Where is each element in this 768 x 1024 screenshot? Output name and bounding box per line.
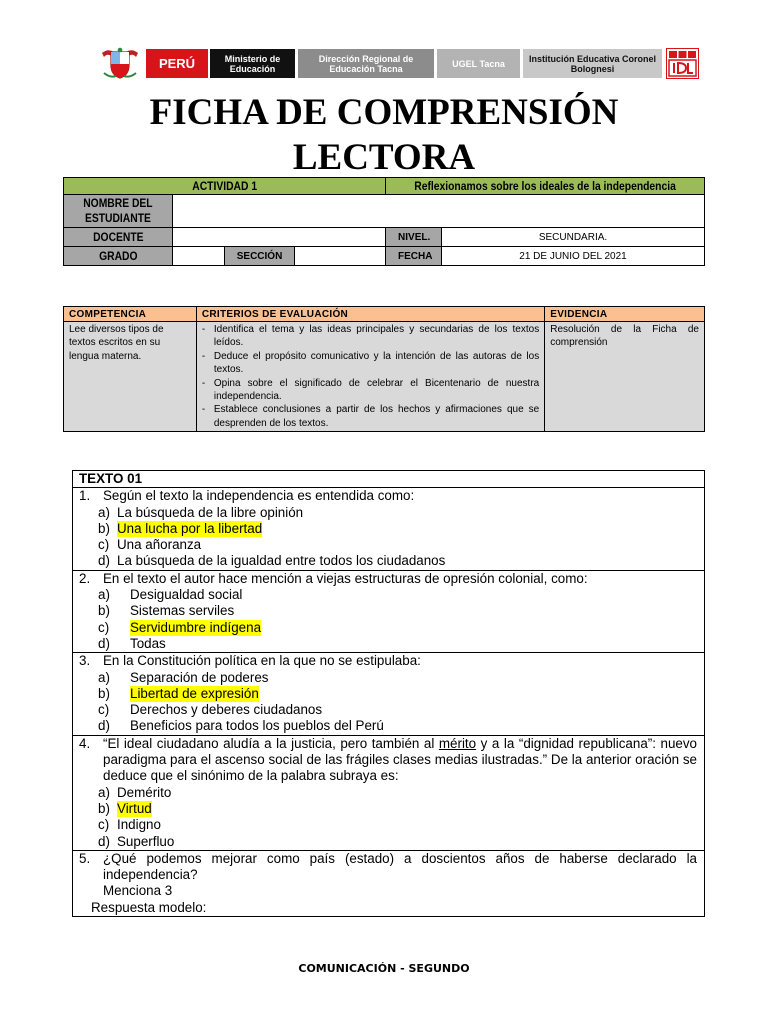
nivel-value: SECUNDARIA. (442, 228, 705, 247)
mention-text: Menciona 3 (103, 883, 173, 899)
page-footer: COMUNICACIÓN - SEGUNDO (298, 962, 470, 975)
page-title (0, 90, 768, 180)
option-a[interactable]: a) Demérito (98, 784, 172, 800)
grado-field[interactable] (172, 247, 224, 266)
competencia-text: Lee diversos tipos de textos escritos en su lengua materna. (64, 322, 197, 432)
actividad-title-cell (386, 178, 705, 195)
question-2 (73, 570, 705, 652)
title-line-1: FICHA DE COMPRENSIÓN (149, 92, 619, 133)
answer-label: Respuesta modelo: (91, 899, 207, 915)
actividad-title: Reflexionamos sobre los ideales de la independencia (414, 179, 676, 193)
seccion-field[interactable] (295, 247, 386, 266)
competencia-header: COMPETENCIA (64, 307, 197, 322)
option-d[interactable]: d) Beneficios para todos los pueblos del Perú (98, 718, 384, 734)
criterios-list (202, 323, 539, 430)
option-a[interactable]: a) Separación de poderes (98, 669, 269, 685)
actividad-cell (64, 178, 386, 195)
seccion-label: SECCIÓN (224, 247, 295, 266)
nombre-field[interactable] (172, 195, 704, 228)
option-c[interactable]: c) Una añoranza (98, 537, 202, 553)
option-d[interactable]: d) La búsqueda de la igualdad entre todos los ciudadanos (98, 553, 446, 569)
option-a[interactable]: a) La búsqueda de la libre opinión (98, 504, 304, 520)
texto-title: TEXTO 01 (73, 471, 705, 488)
peru-coat-of-arms-icon (98, 47, 142, 80)
docente-label: DOCENTE (92, 230, 144, 244)
institucion-label: Institución Educativa Coronel Bolognesi (523, 49, 662, 78)
option-c[interactable]: c) Indigno (98, 817, 161, 833)
question-5 (73, 850, 705, 916)
option-c[interactable]: c) Derechos y deberes ciudadanos (98, 702, 323, 718)
peru-label: PERÚ (146, 49, 208, 78)
question-1 (73, 488, 705, 570)
docente-field[interactable] (172, 228, 385, 247)
fecha-value: 21 DE JUNIO DEL 2021 (442, 247, 705, 266)
question-text: En el texto el autor hace mención a viejas estructuras de opresión colonial, como: (103, 570, 588, 586)
underlined-word: mérito (438, 735, 477, 751)
criterio-item: - Opina sobre el significado de celebrar el Bicentenario de nuestra independencia. (201, 377, 540, 403)
dre-label: Dirección Regional de Educación Tacna (298, 49, 434, 78)
criterios-header: CRITERIOS DE EVALUACIÓN (196, 307, 544, 322)
option-b[interactable]: b) Sistemas serviles (98, 603, 235, 619)
institution-logo-icon (666, 48, 699, 79)
ugel-label: UGEL Tacna (437, 49, 520, 78)
criterio-item: - Identifica el tema y las ideas principales y secundarias de los textos leídos. (201, 324, 540, 349)
criterio-item: - Establece conclusiones a partir de los hechos y afirmaciones que se desprenden de los textos. (201, 404, 540, 429)
nombre-label-cell (64, 195, 173, 228)
question-text: Según el texto la independencia es entendida como: (103, 488, 415, 504)
question-text: ¿Qué podemos mejorar como país (estado) a doscientos años de haberse declarado la independencia? (103, 850, 697, 883)
ministerio-label: Ministerio de Educación (210, 49, 295, 78)
question-3 (73, 653, 705, 735)
question-text: “El ideal ciudadano aludía a la justicia, pero también al mérito y a la “dignidad republicana”: nuevo paradigma para el ascenso social de las frágiles clases medias ilustradas.” De la anterior oración se deduce que el sinónimo de la palabra subraya es: (103, 735, 697, 784)
question-4 (73, 735, 705, 850)
option-b-selected[interactable]: b) Libertad de expresión (98, 685, 259, 701)
criterio-item: - Deduce el propósito comunicativo y la intención de las autoras de los textos. (201, 350, 540, 376)
header-banner (98, 47, 702, 80)
competencia-table (63, 306, 705, 432)
question-text: En la Constitución política en la que no se estipulaba: (103, 653, 421, 669)
option-b-selected[interactable]: b) Una lucha por la libertad (98, 520, 263, 536)
title-line-2: LECTORA (292, 137, 476, 178)
evidencia-header: EVIDENCIA (545, 307, 705, 322)
question-number: 5. (79, 850, 91, 866)
option-a[interactable]: a) Desigualdad social (98, 587, 243, 603)
question-number: 4. (79, 735, 91, 751)
grado-label: GRADO (98, 249, 138, 263)
option-d[interactable]: d) Todas (98, 635, 166, 651)
texto-questions-table (72, 470, 705, 917)
option-b-selected[interactable]: b) Virtud (98, 800, 152, 816)
actividad-label: ACTIVIDAD 1 (192, 179, 257, 193)
option-c-selected[interactable]: c) Servidumbre indígena (98, 619, 262, 635)
fecha-label: FECHA (386, 247, 442, 266)
nivel-label: NIVEL. (386, 228, 442, 247)
evidencia-text: Resolución de la Ficha de comprensión (545, 322, 705, 432)
question-number: 3. (79, 653, 91, 669)
criterios-cell (196, 322, 544, 432)
grado-label-cell (64, 247, 173, 266)
question-number: 1. (79, 488, 91, 504)
option-d[interactable]: d) Superfluo (98, 833, 175, 849)
docente-label-cell (64, 228, 173, 247)
question-number: 2. (79, 570, 91, 586)
nombre-label: NOMBRE DEL ESTUDIANTE (83, 196, 153, 225)
student-info-table (63, 177, 705, 266)
